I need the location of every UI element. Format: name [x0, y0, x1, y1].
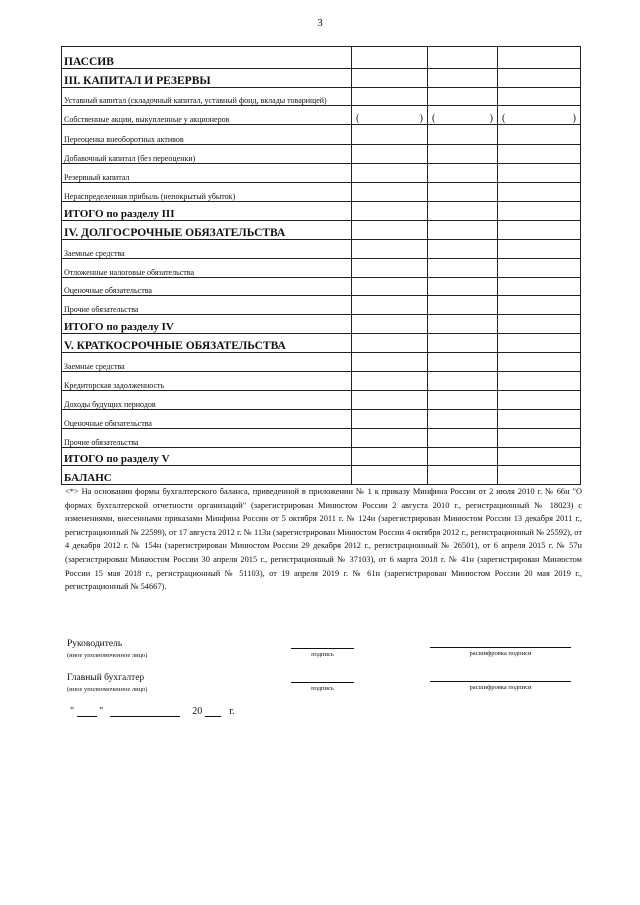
value-cell — [498, 221, 581, 240]
table-row — [62, 202, 581, 221]
value-cell — [498, 334, 581, 353]
value-cell — [352, 164, 428, 183]
value-cell — [498, 259, 581, 278]
head-signature-line — [291, 648, 354, 649]
value-cell — [352, 47, 428, 69]
value-cell — [428, 164, 498, 183]
row-label: Собственные акции, выкупленные у акционеров — [62, 106, 352, 125]
row-label: Резервный капитал — [62, 164, 352, 183]
table-row — [62, 448, 581, 466]
value-cell — [498, 240, 581, 259]
row-label: БАЛАНС — [62, 466, 352, 485]
table-row — [62, 278, 581, 296]
value-cell — [352, 145, 428, 164]
value-cell — [498, 296, 581, 315]
value-cell — [352, 315, 428, 334]
paren-open: ( — [432, 113, 436, 124]
value-cell — [428, 391, 498, 410]
value-cell — [498, 202, 581, 221]
row-label: IV. ДОЛГОСРОЧНЫЕ ОБЯЗАТЕЛЬСТВА — [62, 221, 352, 240]
value-cell — [428, 466, 498, 485]
value-cell — [428, 183, 498, 202]
table-row — [62, 164, 581, 183]
table-row — [62, 47, 581, 69]
table-row — [62, 221, 581, 240]
table-row — [62, 334, 581, 353]
parentheses-wrapper — [354, 113, 425, 124]
accountant-sub-label: (иное уполномоченное лицо) — [67, 686, 148, 693]
value-cell — [352, 183, 428, 202]
value-cell — [352, 278, 428, 296]
year-blank — [205, 706, 221, 717]
table-row — [62, 125, 581, 145]
value-cell — [428, 240, 498, 259]
table-row — [62, 429, 581, 448]
value-cell — [352, 372, 428, 391]
year-suffix: г. — [229, 706, 235, 717]
value-cell — [498, 429, 581, 448]
value-cell — [428, 448, 498, 466]
paren-close: ) — [572, 113, 576, 124]
value-cell — [498, 391, 581, 410]
year-prefix: 20 — [192, 706, 203, 717]
table-row — [62, 296, 581, 315]
value-cell — [352, 429, 428, 448]
table-row — [62, 410, 581, 429]
value-cell — [428, 125, 498, 145]
value-cell — [428, 69, 498, 88]
head-sub-label: (иное уполномоченное лицо) — [67, 652, 148, 659]
row-label: ПАССИВ — [62, 47, 352, 69]
value-cell — [498, 164, 581, 183]
table-row — [62, 88, 581, 106]
value-cell — [352, 202, 428, 221]
row-label: ИТОГО по разделу IV — [62, 315, 352, 334]
parentheses-wrapper — [500, 113, 578, 124]
head-label: Руководитель — [67, 639, 123, 649]
value-cell — [428, 47, 498, 69]
accountant-label: Главный бухгалтер — [67, 673, 145, 683]
value-cell — [498, 145, 581, 164]
date-row — [70, 706, 235, 717]
value-cell — [352, 259, 428, 278]
value-cell — [498, 466, 581, 485]
value-cell — [428, 278, 498, 296]
value-cell — [428, 145, 498, 164]
value-cell — [428, 315, 498, 334]
value-cell — [352, 125, 428, 145]
value-cell — [352, 296, 428, 315]
row-label: Доходы будущих периодов — [62, 391, 352, 410]
value-cell — [428, 429, 498, 448]
value-cell — [498, 125, 581, 145]
row-label: Оценочные обязательства — [62, 410, 352, 429]
row-label: Переоценка внеоборотных активов — [62, 125, 352, 145]
table-row — [62, 69, 581, 88]
value-cell — [428, 353, 498, 372]
accountant-decode-line — [430, 681, 571, 682]
value-cell — [498, 183, 581, 202]
table-row — [62, 106, 581, 125]
value-cell — [428, 221, 498, 240]
table-row — [62, 240, 581, 259]
value-cell — [498, 47, 581, 69]
footnote: <*> На основании формы бухгалтерского баланса, приведенной в приложении № 1 к приказу Минфина России от 2 июля 2010 г. № 66н "О формах бухгалтерской отчетности организаций" (зарегистрирован Минюстом России 2 августа 2010 г., регистрационный № 18023) с изменениями, внесенными приказами Минфина России от 5 октября 2011 г. № 124н (зарегистрирован Минюстом России 13 декабря 2011 г., регистрационный № 22599), от 17 августа 2012 г. № 113н (зарегистрирован Минюстом России 4 октября 2012 г., регистрационный № 25592), от 4 декабря 2012 г. № 154н (зарегистрирован Минюстом России 29 декабря 2012 г., регистрационный № 26501), от 6 апреля 2015 г. № 57н (зарегистрирован Минюстом России 30 апреля 2015 г., регистрационный № 37103), от 6 марта 2018 г. № 41н (зарегистрирован Минюстом России 15 мая 2018 г., регистрационный № 51103), от 19 апреля 2019 г. № 61н (зарегистрирован Минюстом России 20 мая 2019 г., регистрационный № 54667). — [65, 487, 582, 592]
table-row — [62, 315, 581, 334]
table-body — [62, 47, 581, 485]
row-label: Прочие обязательства — [62, 429, 352, 448]
value-cell — [352, 221, 428, 240]
value-cell — [428, 410, 498, 429]
head-decode-caption: расшифровка подписи — [469, 650, 532, 657]
row-label: Заемные средства — [62, 353, 352, 372]
day-blank — [77, 706, 97, 717]
value-cell — [352, 334, 428, 353]
value-cell — [352, 88, 428, 106]
accountant-signature-line — [291, 682, 354, 683]
paren-open: ( — [502, 113, 506, 124]
row-label: Отложенные налоговые обязательства — [62, 259, 352, 278]
row-label: Оценочные обязательства — [62, 278, 352, 296]
row-label: V. КРАТКОСРОЧНЫЕ ОБЯЗАТЕЛЬСТВА — [62, 334, 352, 353]
value-cell — [498, 448, 581, 466]
table-row — [62, 353, 581, 372]
page-number: 3 — [317, 17, 323, 29]
row-label: Добавочный капитал (без переоценки) — [62, 145, 352, 164]
paren-close: ) — [489, 113, 493, 124]
value-cell — [498, 106, 581, 125]
value-cell — [428, 372, 498, 391]
accountant-decode-caption: расшифровка подписи — [469, 684, 532, 691]
balance-liabilities-table — [61, 46, 581, 485]
row-label: Нераспределенная прибыль (непокрытый убыток) — [62, 183, 352, 202]
row-label: III. КАПИТАЛ И РЕЗЕРВЫ — [62, 69, 352, 88]
value-cell — [352, 466, 428, 485]
date-quote-close: " — [99, 706, 104, 717]
value-cell — [352, 69, 428, 88]
table-row — [62, 145, 581, 164]
value-cell — [498, 69, 581, 88]
paren-close: ) — [419, 113, 423, 124]
value-cell — [428, 296, 498, 315]
table-row — [62, 466, 581, 485]
value-cell — [352, 391, 428, 410]
paren-open: ( — [356, 113, 360, 124]
table-row — [62, 183, 581, 202]
value-cell — [428, 106, 498, 125]
value-cell — [352, 448, 428, 466]
value-cell — [352, 410, 428, 429]
head-decode-line — [430, 647, 571, 648]
value-cell — [428, 88, 498, 106]
accountant-signature-caption: подпись — [311, 685, 334, 692]
value-cell — [498, 410, 581, 429]
value-cell — [352, 106, 428, 125]
date-quote-open: " — [70, 706, 75, 717]
value-cell — [498, 88, 581, 106]
row-label: Кредиторская задолженность — [62, 372, 352, 391]
value-cell — [428, 202, 498, 221]
value-cell — [498, 353, 581, 372]
table-row — [62, 259, 581, 278]
value-cell — [498, 315, 581, 334]
table-row — [62, 372, 581, 391]
value-cell — [428, 334, 498, 353]
parentheses-wrapper — [430, 113, 495, 124]
value-cell — [498, 278, 581, 296]
table-row — [62, 391, 581, 410]
head-signature-caption: подпись — [311, 651, 334, 658]
row-label: Прочие обязательства — [62, 296, 352, 315]
value-cell — [428, 259, 498, 278]
row-label: Уставный капитал (складочный капитал, уставный фонд, вклады товарищей) — [62, 88, 352, 106]
row-label: Заемные средства — [62, 240, 352, 259]
value-cell — [352, 353, 428, 372]
row-label: ИТОГО по разделу III — [62, 202, 352, 221]
value-cell — [352, 240, 428, 259]
value-cell — [498, 372, 581, 391]
row-label: ИТОГО по разделу V — [62, 448, 352, 466]
month-blank — [110, 706, 180, 717]
